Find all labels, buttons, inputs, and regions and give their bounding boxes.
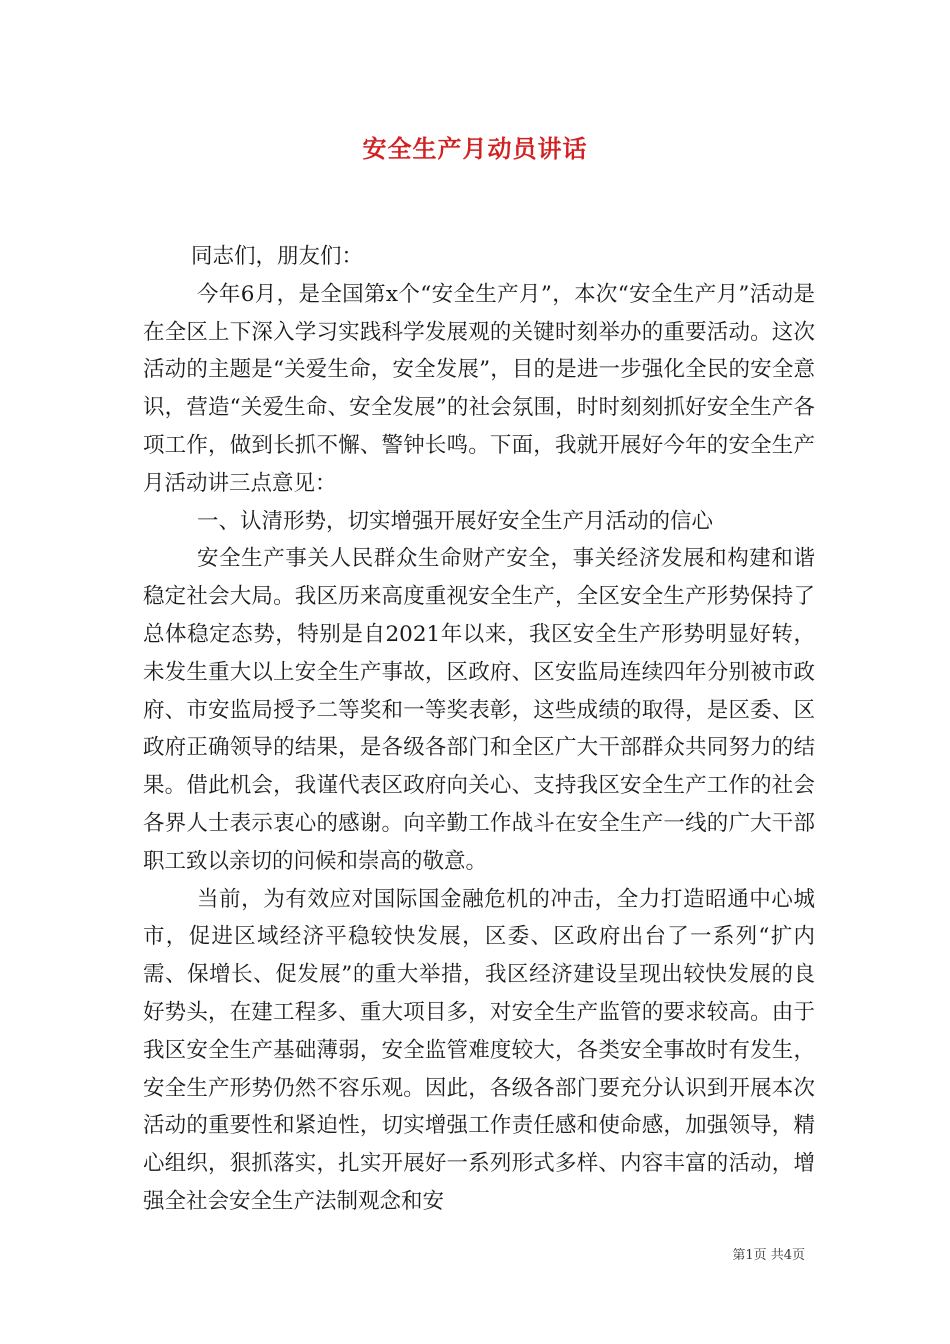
document-body [143,238,815,1221]
section-heading-1: 一、认清形势，切实增强开展好安全生产月活动的信心 [197,508,714,534]
body-paragraph-1: 安全生产事关人民群众生命财产安全，事关经济发展和构建和谐稳定社会大局。我区历来高度重视安全生产，全区安全生产形势保持了总体稳定态势，特别是自2021年以来，我区安全生产形势明显好转，未发生重大以上安全生产事故，区政府、区安监局连续四年分别被市政府、市安监局授予二等奖和一等奖表彰，这些成绩的取得，是区委、区政府正确领导的结果，是各级各部门和全区广大干部群众共同努力的结果。借此机会，我谨代表区政府向关心、支持我区安全生产工作的社会各界人士表示衷心的感谢。向辛勤工作战斗在安全生产一线的广大干部职工致以亲切的问候和崇高的敬意。 [143,546,815,874]
page-number-footer: 第1页 共4页 [732,1248,805,1263]
intro-paragraph: 今年6月，是全国第x个“安全生产月”，本次“安全生产月”活动是在全区上下深入学习实践科学发展观的关键时刻举办的重要活动。这次活动的主题是“关爱生命，安全发展”，目的是进一步强化全民的安全意识，营造“关爱生命、安全发展”的社会氛围，时时刻刻抓好安全生产各项工作，做到长抓不懈、警钟长鸣。下面，我就开展好今年的安全生产月活动讲三点意见： [143,281,815,496]
document-title: 安全生产月动员讲话 [362,134,588,163]
salutation: 同志们，朋友们： [191,244,364,269]
body-paragraph-2: 当前，为有效应对国际国金融危机的冲击，全力打造昭通中心城市，促进区域经济平稳较快发展，区委、区政府出台了一系列“扩内需、保增长、促发展”的重大举措，我区经济建设呈现出较快发展的良好势头，在建工程多、重大项目多，对安全生产监管的要求较高。由于我区安全生产基础薄弱，安全监管难度较大，各类安全事故时有发生，安全生产形势仍然不容乐观。因此，各级各部门要充分认识到开展本次活动的重要性和紧迫性，切实增强工作责任感和使命感，加强领导，精心组织，狠抓落实，扎实开展好一系列形式多样、内容丰富的活动，增强全社会安全生产法制观念和安 [143,886,815,1214]
